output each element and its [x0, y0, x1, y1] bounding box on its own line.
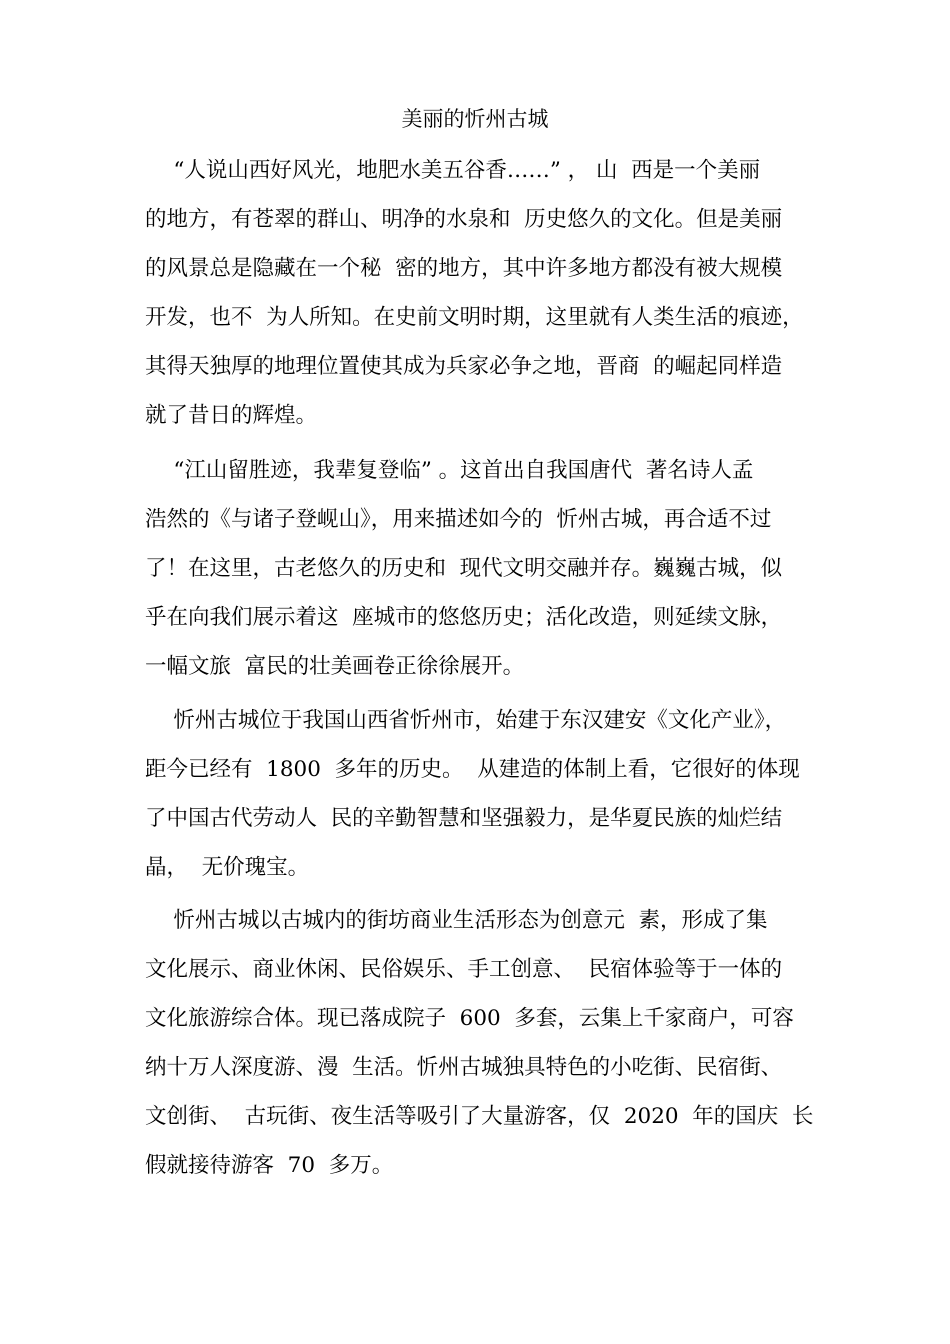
paragraph-line: 假就接待游客 70 多万。 [145, 1153, 394, 1178]
paragraph-line: 晶， 无价瑰宝。 [145, 855, 310, 880]
paragraph-line: 浩然的《与诸子登岘山》，用来描述如今的 忻州古城，再合适不过 [145, 507, 772, 532]
paragraph-line: 了中国古代劳动人 民的辛勤智慧和坚强毅力，是华夏民族的灿烂结 [145, 806, 783, 831]
paragraph-line: 的地方，有苍翠的群山、明净的水泉和 历史悠久的文化。但是美丽 [145, 207, 783, 232]
paragraph-line: 的风景总是隐藏在一个秘 密的地方，其中许多地方都没有被大规模 [145, 256, 783, 281]
paragraph-line: 文化展示、商业休闲、民俗娱乐、手工创意、 民宿体验等于一体的 [145, 957, 783, 982]
paragraph-line: 就了昔日的辉煌。 [145, 403, 318, 428]
paragraph-line: “人说山西好风光，地肥水美五谷香……” ， 山 西是一个美丽 [145, 158, 761, 183]
paragraph-3 [145, 696, 815, 892]
paragraph-line: 开发，也不 为人所知。在史前文明时期，这里就有人类生活的痕迹， [145, 305, 804, 330]
paragraph-1 [145, 146, 815, 440]
paragraph-line: 一幅文旅 富民的壮美画卷正徐徐展开。 [145, 654, 525, 679]
paragraph-line: 忻州古城以古城内的街坊商业生活形态为创意元 素，形成了集 [145, 908, 768, 933]
paragraph-line: 距今已经有 1800 多年的历史。 从建造的体制上看，它很好的体现 [145, 757, 800, 782]
paragraph-line: 纳十万人深度游、漫 生活。忻州古城独具特色的小吃街、民宿街、 [145, 1055, 783, 1080]
paragraph-line: 了！在这里，古老悠久的历史和 现代文明交融并存。巍巍古城，似 [145, 556, 783, 581]
paragraph-line: 其得天独厚的地理位置使其成为兵家必争之地，晋商 的崛起同样造 [145, 354, 783, 379]
paragraph-2 [145, 446, 815, 691]
paragraph-line: 文化旅游综合体。现已落成院子 600 多套，云集上千家商户，可容 [145, 1006, 794, 1031]
paragraph-line: 文创街、 古玩街、夜生活等吸引了大量游客，仅 2020 年的国庆 长 [145, 1104, 814, 1129]
paragraph-4 [145, 896, 815, 1190]
paragraph-line: “江山留胜迹，我辈复登临” 。这首出自我国唐代 著名诗人孟 [145, 458, 754, 483]
paragraph-line: 忻州古城位于我国山西省忻州市，始建于东汉建安《文化产业》， [145, 708, 787, 733]
document-title: 美丽的忻州古城 [401, 107, 549, 131]
paragraph-line: 乎在向我们展示着这 座城市的悠悠历史；活化改造，则延续文脉， [145, 605, 783, 630]
